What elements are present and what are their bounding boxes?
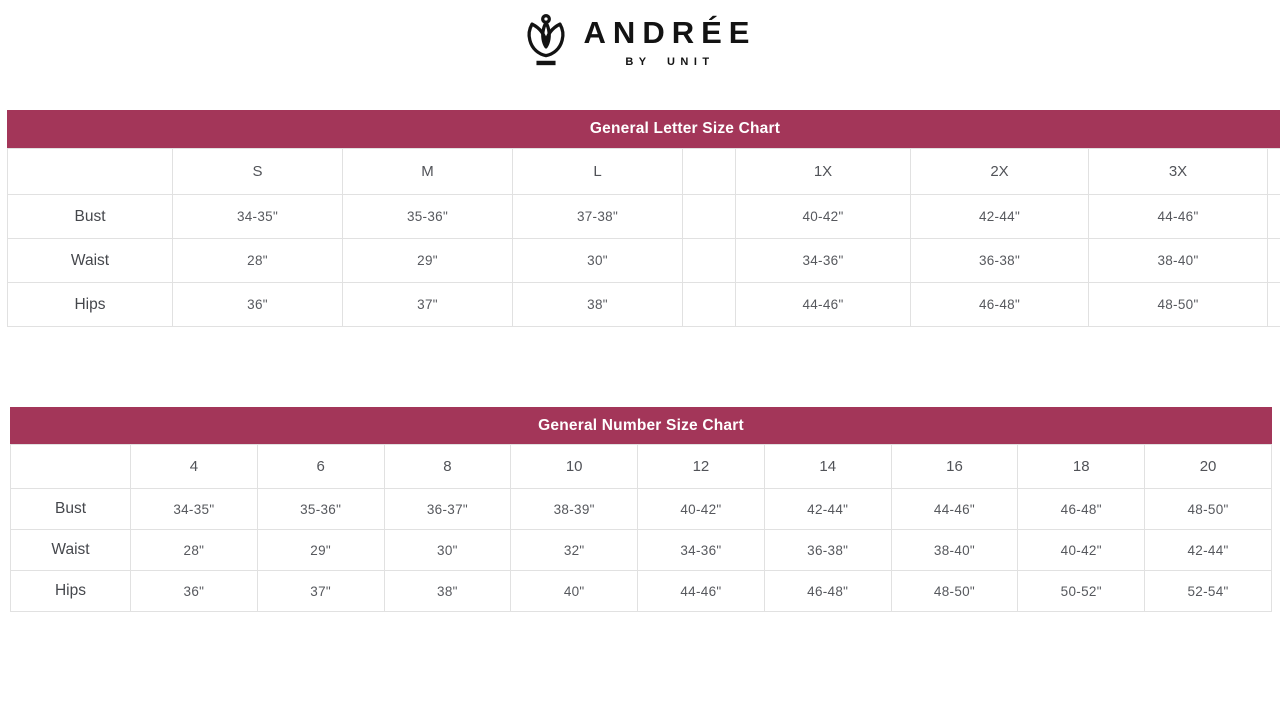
size-value-cell: 34-36" <box>736 239 911 283</box>
size-value-cell: 40-42" <box>1018 530 1145 571</box>
number-size-chart <box>10 407 1272 612</box>
size-value-cell: 37" <box>343 283 513 327</box>
size-value-cell: 48-50" <box>891 571 1018 612</box>
empty-cell <box>1268 283 1280 327</box>
size-value-cell: 44-46" <box>891 489 1018 530</box>
size-value-cell: 40-42" <box>736 195 911 239</box>
size-value-cell: 28" <box>131 530 258 571</box>
brand-logo <box>0 13 1280 71</box>
letter-table-head <box>8 149 1280 195</box>
brand-wordmark <box>581 16 757 67</box>
column-header: 6 <box>257 445 384 489</box>
number-table-body <box>11 489 1272 612</box>
size-value-cell: 42-44" <box>911 195 1089 239</box>
size-value-cell: 28" <box>173 239 343 283</box>
size-value-cell: 29" <box>257 530 384 571</box>
size-value-cell: 30" <box>513 239 683 283</box>
column-header: 3X <box>1089 149 1268 195</box>
size-value-cell: 37" <box>257 571 384 612</box>
column-header: 12 <box>638 445 765 489</box>
number-chart-title: General Number Size Chart <box>10 407 1272 444</box>
column-header: 16 <box>891 445 1018 489</box>
size-value-cell: 38" <box>513 283 683 327</box>
size-value-cell: 35-36" <box>257 489 384 530</box>
size-value-cell: 42-44" <box>1145 530 1272 571</box>
size-value-cell: 29" <box>343 239 513 283</box>
size-value-cell: 44-46" <box>1089 195 1268 239</box>
size-value-cell: 34-35" <box>173 195 343 239</box>
size-value-cell: 48-50" <box>1145 489 1272 530</box>
size-header-row <box>11 445 1272 489</box>
column-header: 8 <box>384 445 511 489</box>
number-size-table <box>10 444 1272 612</box>
size-value-cell: 44-46" <box>736 283 911 327</box>
measurement-row <box>11 489 1272 530</box>
size-value-cell: 34-35" <box>131 489 258 530</box>
size-value-cell: 36-38" <box>764 530 891 571</box>
column-header: 10 <box>511 445 638 489</box>
size-value-cell: 44-46" <box>638 571 765 612</box>
letter-size-chart <box>7 110 1280 327</box>
size-value-cell: 36-38" <box>911 239 1089 283</box>
size-value-cell: 38-40" <box>1089 239 1268 283</box>
empty-header-cell <box>1268 149 1280 195</box>
measurement-row <box>8 283 1280 327</box>
measurement-row <box>8 239 1280 283</box>
letter-chart-title: General Letter Size Chart <box>7 110 1280 148</box>
empty-header-cell <box>8 149 173 195</box>
size-value-cell: 36" <box>131 571 258 612</box>
empty-cell <box>683 239 736 283</box>
column-header: M <box>343 149 513 195</box>
column-header: 4 <box>131 445 258 489</box>
column-header: 20 <box>1145 445 1272 489</box>
letter-size-table <box>7 148 1280 327</box>
column-header: L <box>513 149 683 195</box>
column-header: S <box>173 149 343 195</box>
size-value-cell: 42-44" <box>764 489 891 530</box>
empty-header-cell <box>683 149 736 195</box>
brand-name: ANDRÉE <box>583 15 757 51</box>
measurement-row <box>8 195 1280 239</box>
empty-cell <box>683 195 736 239</box>
size-value-cell: 40-42" <box>638 489 765 530</box>
empty-cell <box>1268 239 1280 283</box>
size-value-cell: 36-37" <box>384 489 511 530</box>
row-label: Hips <box>8 283 173 327</box>
brand-tagline: BY UNIT <box>625 55 715 68</box>
size-value-cell: 34-36" <box>638 530 765 571</box>
row-label: Waist <box>8 239 173 283</box>
tulip-logo-icon <box>524 13 568 71</box>
empty-cell <box>1268 195 1280 239</box>
column-header: 18 <box>1018 445 1145 489</box>
measurement-row <box>11 530 1272 571</box>
size-value-cell: 38-39" <box>511 489 638 530</box>
empty-header-cell <box>11 445 131 489</box>
size-value-cell: 46-48" <box>1018 489 1145 530</box>
size-value-cell: 50-52" <box>1018 571 1145 612</box>
size-value-cell: 52-54" <box>1145 571 1272 612</box>
size-value-cell: 30" <box>384 530 511 571</box>
size-value-cell: 48-50" <box>1089 283 1268 327</box>
row-label: Bust <box>11 489 131 530</box>
row-label: Hips <box>11 571 131 612</box>
size-value-cell: 46-48" <box>911 283 1089 327</box>
size-value-cell: 38" <box>384 571 511 612</box>
number-table-head <box>11 445 1272 489</box>
measurement-row <box>11 571 1272 612</box>
letter-table-body <box>8 195 1280 327</box>
row-label: Waist <box>11 530 131 571</box>
size-value-cell: 46-48" <box>764 571 891 612</box>
size-value-cell: 32" <box>511 530 638 571</box>
column-header: 14 <box>764 445 891 489</box>
row-label: Bust <box>8 195 173 239</box>
size-value-cell: 38-40" <box>891 530 1018 571</box>
size-value-cell: 40" <box>511 571 638 612</box>
empty-cell <box>683 283 736 327</box>
column-header: 1X <box>736 149 911 195</box>
size-value-cell: 37-38" <box>513 195 683 239</box>
size-value-cell: 36" <box>173 283 343 327</box>
size-value-cell: 35-36" <box>343 195 513 239</box>
size-header-row <box>8 149 1280 195</box>
column-header: 2X <box>911 149 1089 195</box>
